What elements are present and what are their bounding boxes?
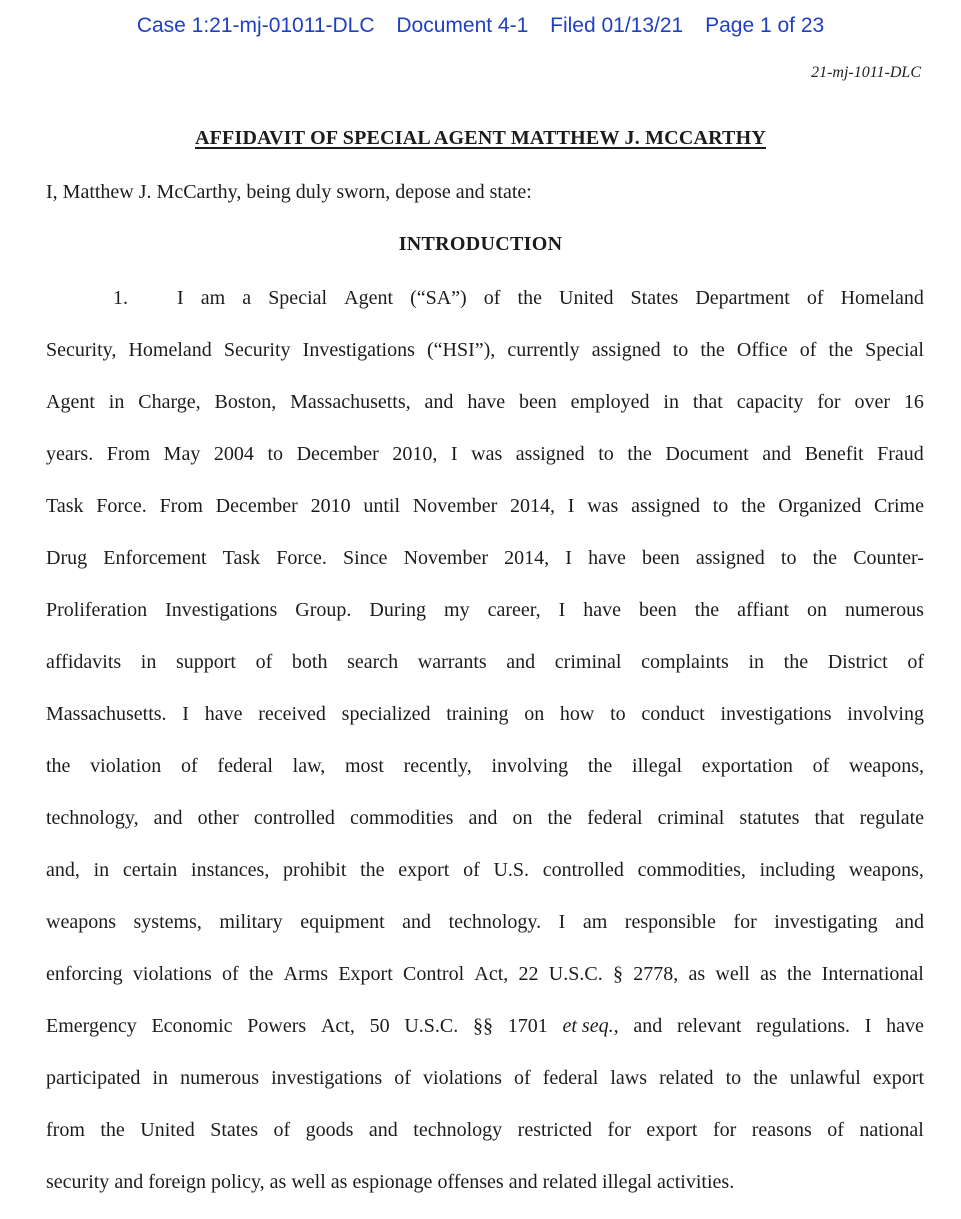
paragraph-line: security and foreign policy, as well as espionage offenses and related illegal activities. — [46, 1171, 735, 1193]
paragraph-line: Emergency Economic Powers Act, 50 U.S.C. §§ 1701 et seq., and relevant regulations. I have — [46, 1015, 924, 1037]
document-title: AFFIDAVIT OF SPECIAL AGENT MATTHEW J. MCCARTHY — [195, 127, 766, 149]
document-id: Document 4-1 — [396, 14, 529, 37]
paragraph-line: the violation of federal law, most recently, involving the illegal exportation of weapons, — [46, 755, 924, 777]
filed-date: Filed 01/13/21 — [550, 14, 684, 37]
paragraph-line: Agent in Charge, Boston, Massachusetts, and have been employed in that capacity for over 16 — [46, 391, 924, 413]
paragraph-line: Proliferation Investigations Group. During my career, I have been the affiant on numerous — [46, 599, 924, 621]
court-filing-header — [0, 14, 961, 38]
paragraph-line: enforcing violations of the Arms Export Control Act, 22 U.S.C. § 2778, as well as the International — [46, 963, 924, 985]
paragraph-line: years. From May 2004 to December 2010, I was assigned to the Document and Benefit Fraud — [46, 443, 924, 465]
paragraph-line: Massachusetts. I have received specialized training on how to conduct investigations involving — [46, 703, 924, 725]
paragraph-line: from the United States of goods and technology restricted for export for reasons of national — [46, 1119, 924, 1141]
paragraph-1 — [46, 283, 924, 1219]
paragraph-line: Task Force. From December 2010 until November 2014, I was assigned to the Organized Crime — [46, 495, 924, 517]
paragraph-line: technology, and other controlled commodities and on the federal criminal statutes that regulate — [46, 807, 924, 829]
page-indicator: Page 1 of 23 — [705, 14, 825, 37]
paragraph-line: weapons systems, military equipment and technology. I am responsible for investigating and — [46, 911, 924, 933]
paragraph-line: Drug Enforcement Task Force. Since November 2014, I have been assigned to the Counter- — [46, 547, 924, 569]
oath-statement: I, Matthew J. McCarthy, being duly sworn, depose and state: — [46, 181, 532, 203]
paragraph-number: 1. — [113, 287, 128, 309]
section-heading: INTRODUCTION — [398, 233, 563, 255]
paragraph-line: and, in certain instances, prohibit the export of U.S. controlled commodities, including weapons, — [46, 859, 924, 881]
case-number: 21-mj-1011-DLC — [811, 64, 921, 81]
paragraph-line: affidavits in support of both search warrants and criminal complaints in the District of — [46, 651, 924, 673]
case-id: Case 1:21-mj-01011-DLC — [136, 14, 375, 37]
paragraph-line — [46, 283, 924, 335]
paragraph-line-text: I am a Special Agent (“SA”) of the United States Department of Homeland — [177, 287, 924, 309]
paragraph-line: participated in numerous investigations of violations of federal laws related to the unlawful export — [46, 1067, 924, 1089]
paragraph-line: Security, Homeland Security Investigations (“HSI”), currently assigned to the Office of the Special — [46, 339, 924, 361]
